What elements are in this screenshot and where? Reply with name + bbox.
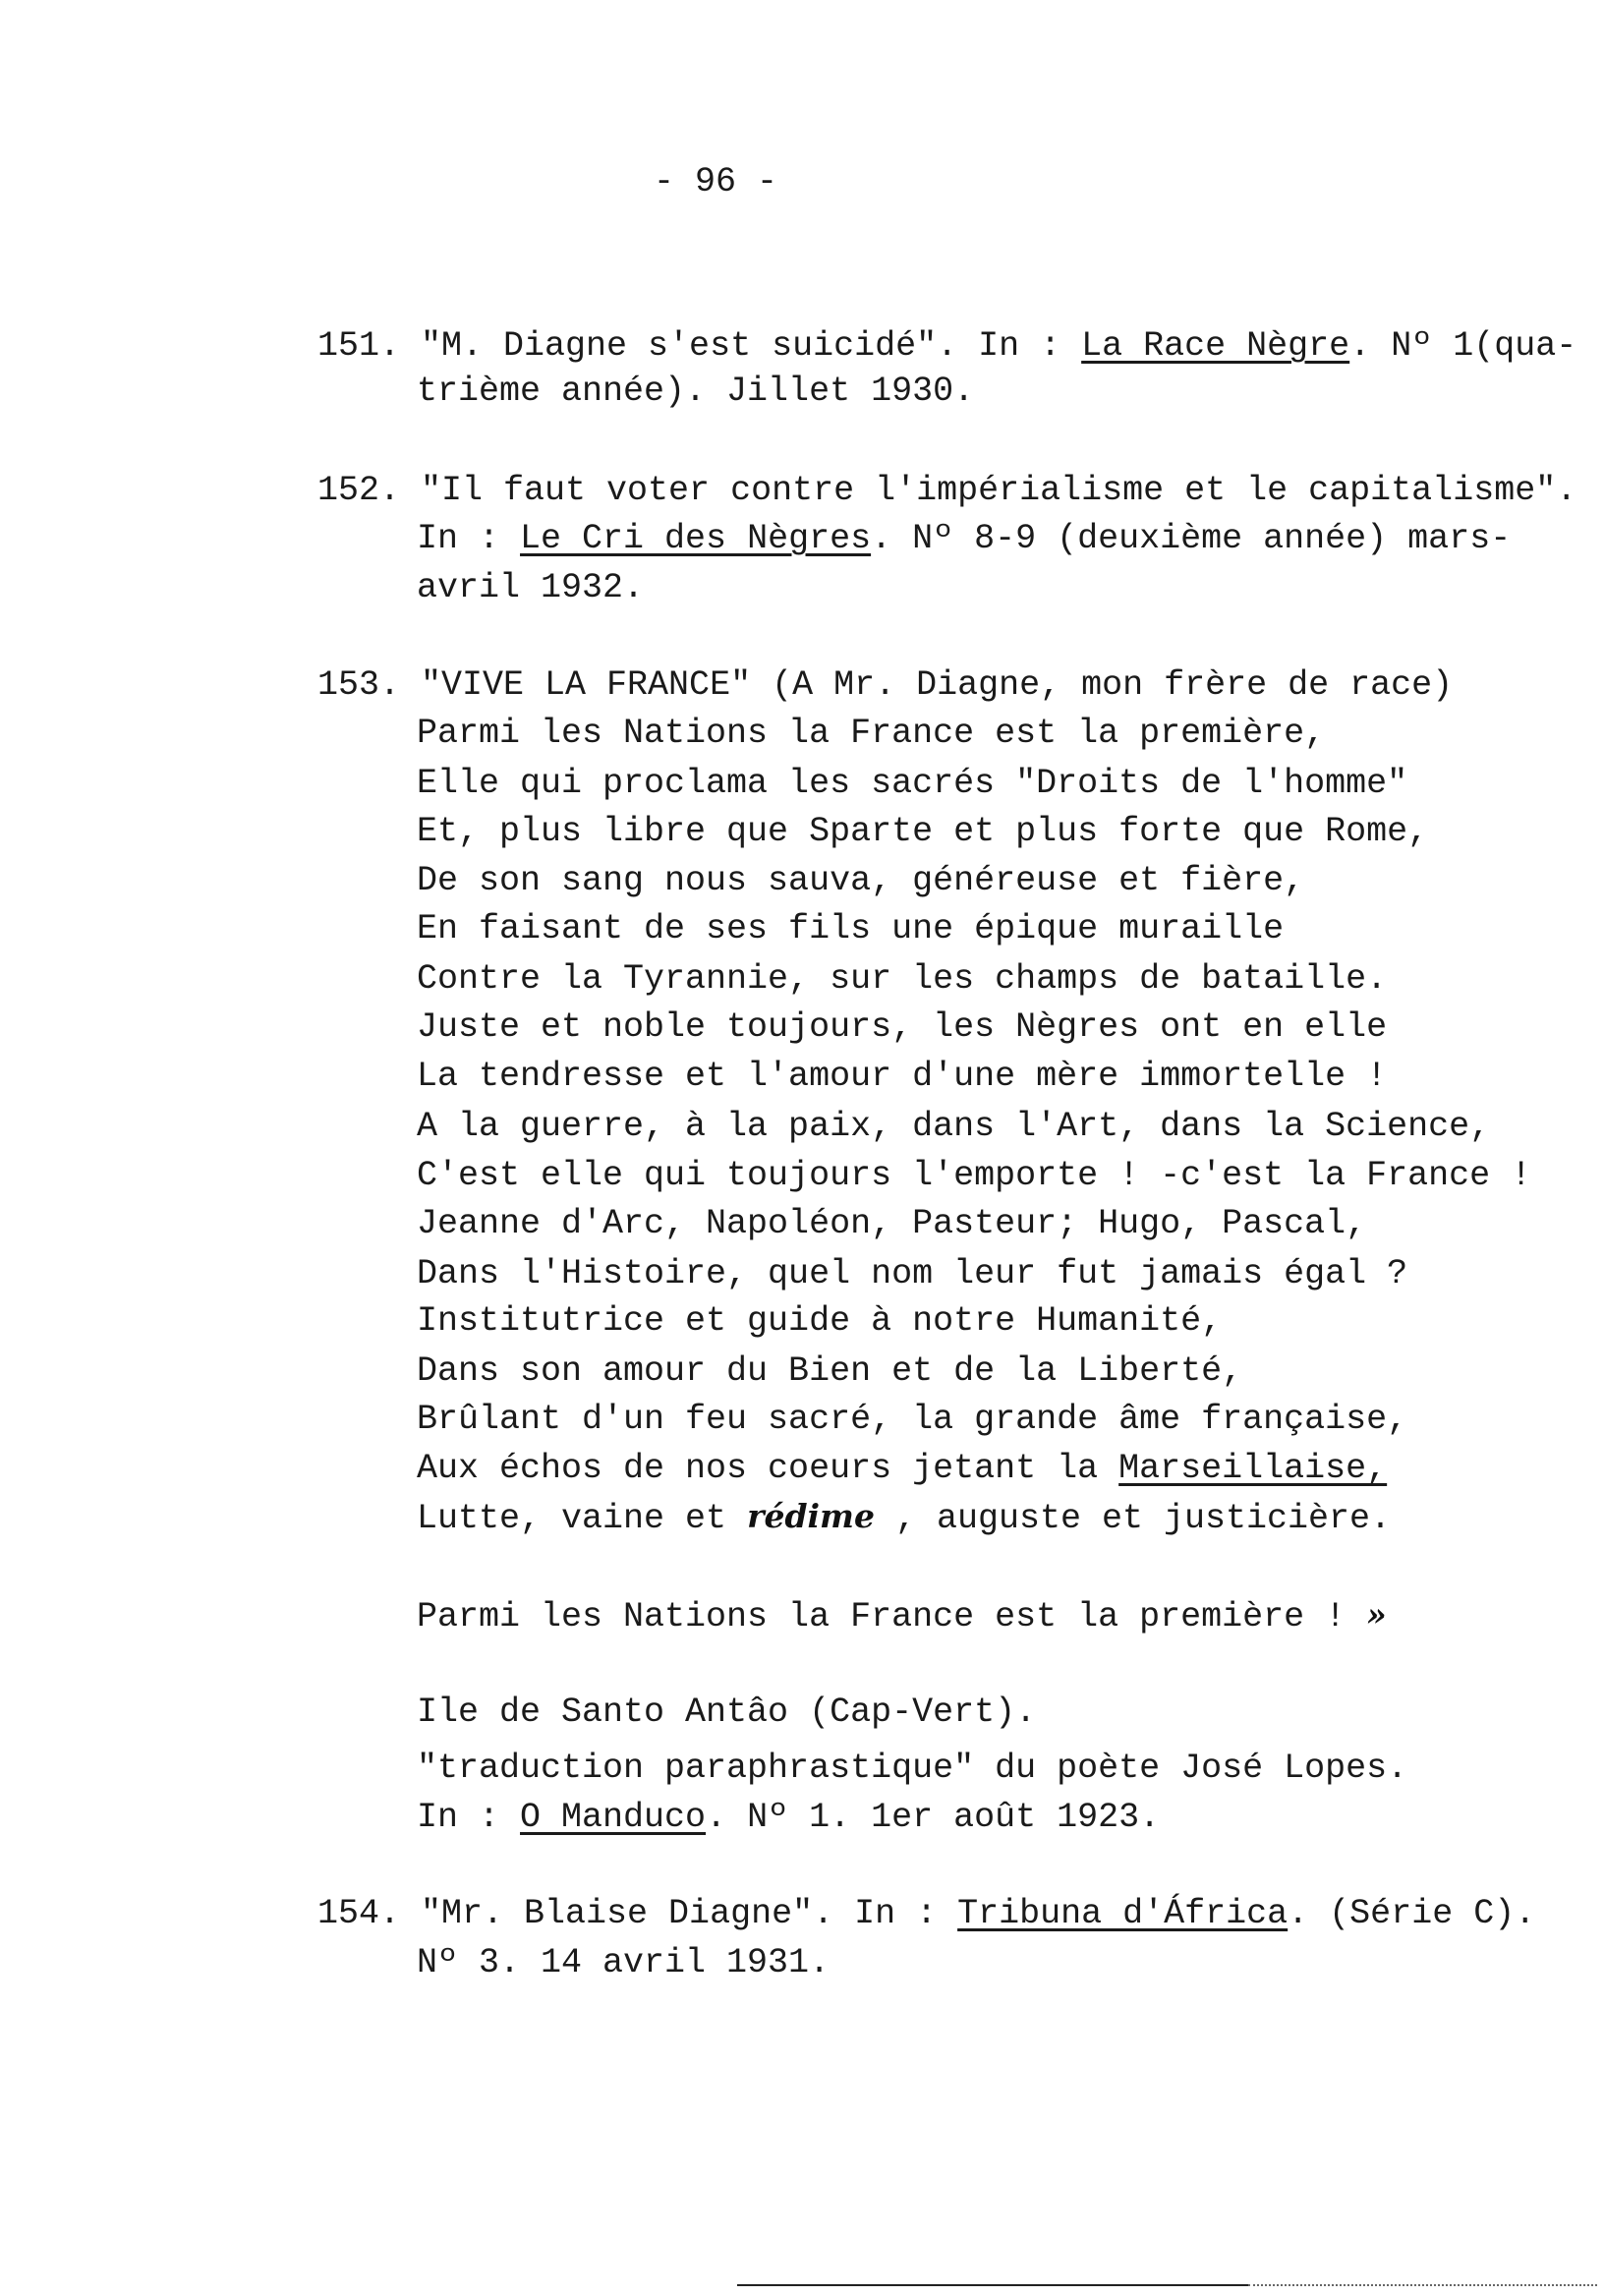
text-segment: Parmi les Nations la France est la première !	[417, 1597, 1367, 1636]
text-line	[417, 1492, 1391, 1541]
text-line	[417, 1003, 1387, 1052]
text-line	[417, 514, 1511, 563]
text-line	[417, 1052, 1387, 1101]
text-segment: Dans son amour du Bien et de la Liberté,	[417, 1351, 1243, 1391]
text-segment: 154. "Mr. Blaise Diagne". In :	[317, 1894, 958, 1933]
text-segment: Brûlant d'un feu sacré, la grande âme française,	[417, 1400, 1408, 1439]
text-line	[417, 759, 1407, 808]
text-segment: En faisant de ses fils une épique muraille	[417, 909, 1285, 948]
text-line	[417, 954, 1387, 1004]
page-number: - 96 -	[653, 162, 778, 201]
text-segment: Jeanne d'Arc, Napoléon, Pasteur; Hugo, Pascal,	[417, 1204, 1367, 1243]
text-segment: Dans l'Histoire, quel nom leur fut jamais égal ?	[417, 1254, 1408, 1293]
text-line	[417, 1347, 1242, 1396]
text-line	[417, 709, 1325, 758]
text-line	[317, 466, 1576, 515]
text-line	[417, 1744, 1407, 1793]
text-line	[417, 1938, 830, 1987]
text-line	[417, 1444, 1387, 1493]
underlined-title: O Manduco	[520, 1798, 707, 1837]
underlined-title: Tribuna d'África	[957, 1894, 1289, 1933]
text-segment: Contre la Tyrannie, sur les champs de bataille.	[417, 959, 1388, 999]
text-line	[417, 1590, 1387, 1639]
text-line	[417, 367, 974, 416]
text-line	[417, 563, 644, 612]
text-segment: In :	[417, 519, 521, 558]
text-segment: avril 1932.	[417, 568, 645, 607]
text-segment: Et, plus libre que Sparte et plus forte que Rome,	[417, 812, 1429, 851]
text-segment: C'est elle qui toujours l'emporte ! -c'est la France !	[417, 1156, 1532, 1195]
footer-rule-dotted	[1248, 2284, 1597, 2286]
underlined-title: La Race Nègre	[1081, 326, 1350, 366]
text-line	[417, 904, 1284, 953]
text-line	[417, 1102, 1490, 1151]
text-line	[417, 1296, 1222, 1346]
text-line	[317, 1889, 1535, 1938]
text-segment: , auguste et justicière.	[874, 1499, 1392, 1538]
handwritten-correction: »	[1366, 1595, 1387, 1634]
text-line	[417, 1688, 1036, 1737]
text-line	[417, 1151, 1531, 1200]
underlined-title: Marseillaise,	[1118, 1449, 1388, 1488]
text-segment: Institutrice et guide à notre Humanité,	[417, 1301, 1223, 1341]
text-line	[317, 321, 1576, 371]
text-line	[417, 807, 1428, 856]
text-segment: Ile de Santo Antâo (Cap-Vert).	[417, 1693, 1037, 1732]
text-segment: . Nº 1. 1er août 1923.	[706, 1798, 1161, 1837]
text-line	[417, 1793, 1160, 1842]
text-segment: . (Série C).	[1288, 1894, 1536, 1933]
footer-rule	[737, 2284, 1248, 2286]
text-line	[417, 1199, 1366, 1248]
text-segment: Parmi les Nations la France est la première,	[417, 714, 1326, 753]
text-segment: trième année). Jillet 1930.	[417, 372, 975, 411]
handwritten-correction: rédime	[747, 1497, 875, 1535]
text-segment: "traduction paraphrastique" du poète José Lopes.	[417, 1749, 1408, 1788]
text-segment: 152. "Il faut voter contre l'impérialisme et le capitalisme".	[317, 471, 1577, 510]
text-segment: A la guerre, à la paix, dans l'Art, dans la Science,	[417, 1107, 1491, 1146]
text-segment: 153. "VIVE LA FRANCE" (A Mr. Diagne, mon frère de race)	[317, 665, 1454, 705]
text-segment: De son sang nous sauva, généreuse et fière,	[417, 861, 1305, 900]
text-segment: 151. "M. Diagne s'est suicidé". In :	[317, 326, 1082, 366]
text-segment: . Nº 8-9 (deuxième année) mars-	[871, 519, 1512, 558]
underlined-title: Le Cri des Nègres	[520, 519, 872, 558]
text-segment: Nº 3. 14 avril 1931.	[417, 1943, 831, 1982]
text-segment: Elle qui proclama les sacrés "Droits de l'homme"	[417, 764, 1408, 803]
text-segment: Aux échos de nos coeurs jetant la	[417, 1449, 1119, 1488]
text-segment: La tendresse et l'amour d'une mère immortelle !	[417, 1057, 1388, 1096]
text-segment: Lutte, vaine et	[417, 1499, 748, 1538]
text-line	[417, 1249, 1407, 1298]
text-line	[417, 856, 1304, 905]
text-segment: . Nº 1(qua-	[1349, 326, 1577, 366]
text-segment: In :	[417, 1798, 521, 1837]
text-line	[417, 1395, 1407, 1444]
text-segment: Juste et noble toujours, les Nègres ont en elle	[417, 1007, 1388, 1047]
text-line	[317, 660, 1453, 710]
